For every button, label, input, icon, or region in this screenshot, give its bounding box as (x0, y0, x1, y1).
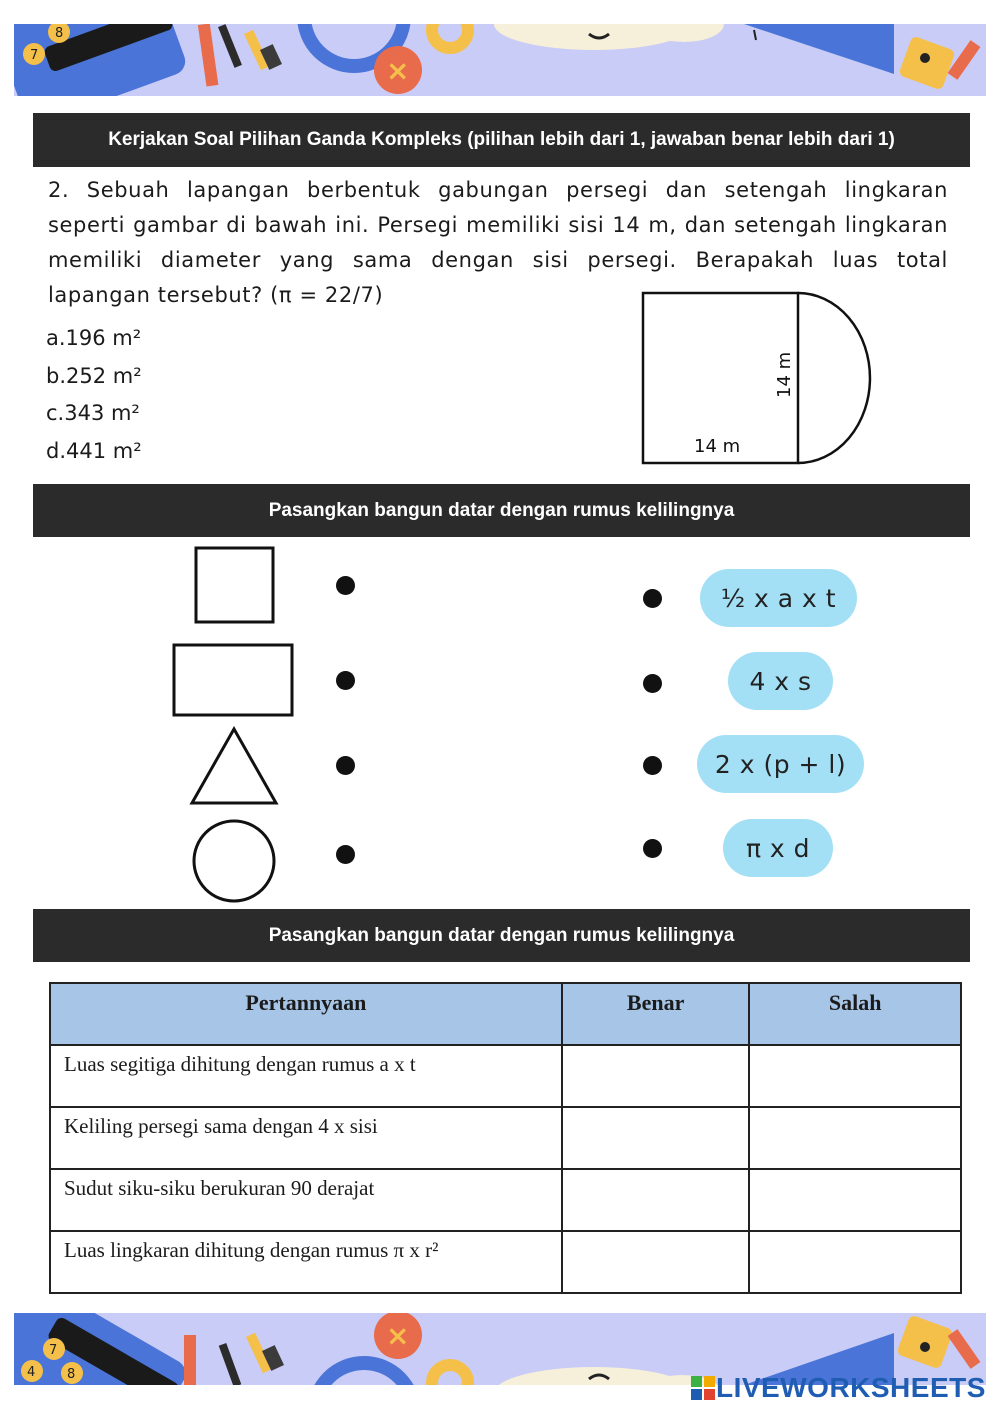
field-figure (640, 290, 880, 472)
option-b[interactable]: b.252 m² (46, 363, 142, 388)
match-dot-left-3[interactable] (336, 756, 355, 775)
option-c[interactable]: c.343 m² (46, 401, 140, 425)
false-checkbox-cell[interactable] (749, 1231, 961, 1293)
svg-text:×: × (386, 54, 410, 87)
svg-text:8: 8 (67, 1367, 76, 1382)
section-title: Pasangkan bangun datar dengan rumus kelilingnya (268, 499, 735, 521)
true-false-table (49, 982, 962, 1294)
svg-text:8: 8 (55, 26, 64, 41)
match-dot-left-1[interactable] (336, 576, 355, 595)
section-header-true-false (33, 909, 970, 962)
section-header-matching (33, 484, 970, 537)
section-title: Pasangkan bangun datar dengan rumus kelilingnya (268, 924, 735, 946)
liveworksheets-logo-icon (690, 1375, 716, 1401)
formula-pill-2[interactable]: 4 x s (728, 652, 833, 710)
side-length-label: 14 m (774, 351, 795, 398)
match-dot-left-2[interactable] (336, 671, 355, 690)
formula-pill-1[interactable]: ½ x a x t (700, 569, 857, 627)
formula-pill-4[interactable]: π x d (723, 819, 833, 877)
svg-text:7: 7 (49, 1343, 58, 1358)
table-row (50, 1107, 961, 1169)
section-header-multiple-choice (33, 113, 970, 167)
match-dot-right-4[interactable] (643, 839, 662, 858)
answer-options (46, 320, 142, 470)
table-row (50, 1169, 961, 1231)
bottom-length-label: 14 m (694, 436, 741, 457)
section-title: Kerjakan Soal Pilihan Ganda Kompleks (pilihan lebih dari 1, jawaban benar lebih dari 1) (108, 129, 895, 150)
calculator-icon (14, 1313, 191, 1385)
false-checkbox-cell[interactable] (749, 1169, 961, 1231)
svg-text:7: 7 (30, 48, 39, 63)
match-dot-right-3[interactable] (643, 756, 662, 775)
statement-cell: Sudut siku-siku berukuran 90 derajat (50, 1169, 562, 1231)
rectangle-shape-icon (172, 643, 296, 719)
true-checkbox-cell[interactable] (562, 1045, 750, 1107)
header-true: Benar (562, 983, 750, 1045)
statement-cell: Luas segitiga dihitung dengan rumus a x t (50, 1045, 562, 1107)
header-false: Salah (749, 983, 961, 1045)
true-checkbox-cell[interactable] (562, 1169, 750, 1231)
match-dot-right-2[interactable] (643, 674, 662, 693)
watermark-text: LIVEWORKSHEETS (716, 1372, 986, 1403)
svg-text:×: × (386, 1319, 410, 1352)
match-dot-left-4[interactable] (336, 845, 355, 864)
header-question: Pertannyaan (50, 983, 562, 1045)
calculator-icon (14, 24, 189, 96)
circle-shape-icon (190, 817, 278, 905)
option-a[interactable]: a.196 m² (46, 326, 142, 350)
false-checkbox-cell[interactable] (749, 1107, 961, 1169)
statement-cell: Keliling persegi sama dengan 4 x sisi (50, 1107, 562, 1169)
false-checkbox-cell[interactable] (749, 1045, 961, 1107)
table-header-row (50, 983, 961, 1045)
liveworksheets-watermark (690, 1372, 986, 1404)
table-row (50, 1045, 961, 1107)
svg-text:4: 4 (27, 1365, 36, 1380)
formula-pill-3[interactable]: 2 x (p + l) (697, 735, 864, 793)
true-checkbox-cell[interactable] (562, 1107, 750, 1169)
semicircle-shape (798, 293, 870, 463)
triangle-shape-icon (188, 726, 280, 808)
true-checkbox-cell[interactable] (562, 1231, 750, 1293)
decorative-banner-top (14, 24, 986, 96)
question-text: 2. Sebuah lapangan berbentuk gabungan persegi dan setengah lingkaran seperti gambar di bawah ini. Persegi memiliki sisi 14 m, dan setengah lingkaran memiliki diameter yang sama dengan sisi persegi. Berapakah luas total lapangan tersebut? (π = 22/7) (48, 178, 948, 307)
option-d[interactable]: d.441 m² (46, 438, 142, 463)
square-shape-icon (194, 546, 278, 626)
match-dot-right-1[interactable] (643, 589, 662, 608)
stationery-illustration (14, 24, 986, 96)
table-row (50, 1231, 961, 1293)
statement-cell: Luas lingkaran dihitung dengan rumus π x r² (50, 1231, 562, 1293)
